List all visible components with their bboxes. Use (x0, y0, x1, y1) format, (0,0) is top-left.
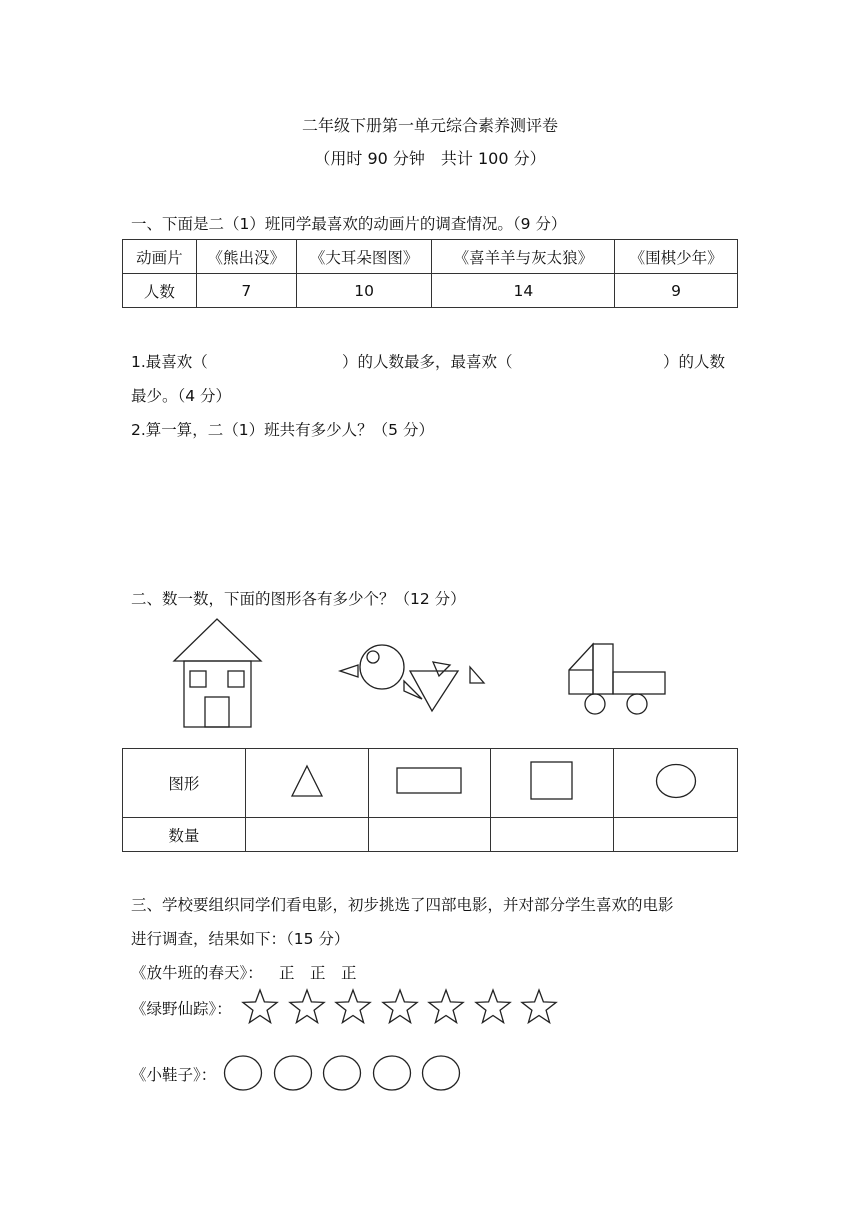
q1-sub2: 2.算一算，二（1）班共有多少人？（5 分） (131, 421, 434, 439)
q2-count-blank[interactable] (614, 818, 738, 852)
q3-heading-line2: 进行调查，结果如下：（15 分） (131, 930, 350, 948)
circle-tally-icon (372, 1052, 414, 1094)
q1-row-label-cartoon: 动画片 (123, 240, 197, 274)
movie3-label: 《小鞋子》： (131, 1066, 217, 1084)
q1-table (122, 239, 738, 308)
circle-tally-icon (322, 1052, 364, 1094)
circle-tally-icon (421, 1052, 463, 1094)
circle-tally-icon (223, 1052, 265, 1094)
q1-sub1-part-d: 最少。（4 分） (131, 387, 232, 405)
rectangle-icon (396, 767, 462, 795)
q2-heading: 二、数一数，下面的图形各有多少个？（12 分） (131, 590, 466, 608)
q2-count-blank[interactable] (491, 818, 614, 852)
movie2-label: 《绿野仙踪》： (131, 1000, 232, 1018)
truck-figure (563, 640, 669, 718)
q1-cartoon-name: 《熊出没》 (196, 240, 296, 274)
q1-cartoon-name: 《喜羊羊与灰太狼》 (432, 240, 615, 274)
star-icon (520, 987, 560, 1027)
star-icon (427, 987, 467, 1027)
star-icon (241, 987, 281, 1027)
q2-row-label-count: 数量 (123, 818, 246, 852)
q2-row-label-shape: 图形 (123, 749, 246, 818)
house-figure (170, 617, 265, 732)
q1-count: 10 (296, 274, 432, 308)
page-title: 二年级下册第一单元综合素养测评卷 (301, 116, 558, 135)
star-icon (334, 987, 374, 1027)
q1-sub1-part-a: 1.最喜欢（ (131, 353, 208, 371)
q2-count-blank[interactable] (368, 818, 491, 852)
star-icon (381, 987, 421, 1027)
triangle-icon (290, 764, 324, 798)
q1-sub1-part-b: ）的人数最多，最喜欢（ (342, 353, 513, 371)
q1-sub1-part-c: ）的人数 (663, 353, 726, 371)
q1-heading: 一、下面是二（1）班同学最喜欢的动画片的调查情况。（9 分） (131, 215, 567, 233)
square-icon (530, 761, 574, 801)
movie1-tally: 正 正 正 (279, 964, 357, 982)
star-icon (288, 987, 328, 1027)
q1-count: 7 (196, 274, 296, 308)
q1-cartoon-name: 《围棋少年》 (615, 240, 738, 274)
q2-count-blank[interactable] (245, 818, 368, 852)
q1-count: 9 (615, 274, 738, 308)
circle-icon (655, 763, 697, 799)
q1-cartoon-name: 《大耳朵图图》 (296, 240, 432, 274)
movie1-label: 《放牛班的春天》： (131, 964, 263, 982)
star-icon (474, 987, 514, 1027)
bird-figure (338, 643, 490, 715)
q3-heading-line1: 三、学校要组织同学们看电影，初步挑选了四部电影，并对部分学生喜欢的电影 (131, 896, 674, 914)
page-subtitle: （用时 90 分钟 共计 100 分） (314, 149, 546, 168)
q1-row-label-count: 人数 (123, 274, 197, 308)
q1-count: 14 (432, 274, 615, 308)
q2-table (122, 748, 738, 852)
circle-tally-icon (273, 1052, 315, 1094)
